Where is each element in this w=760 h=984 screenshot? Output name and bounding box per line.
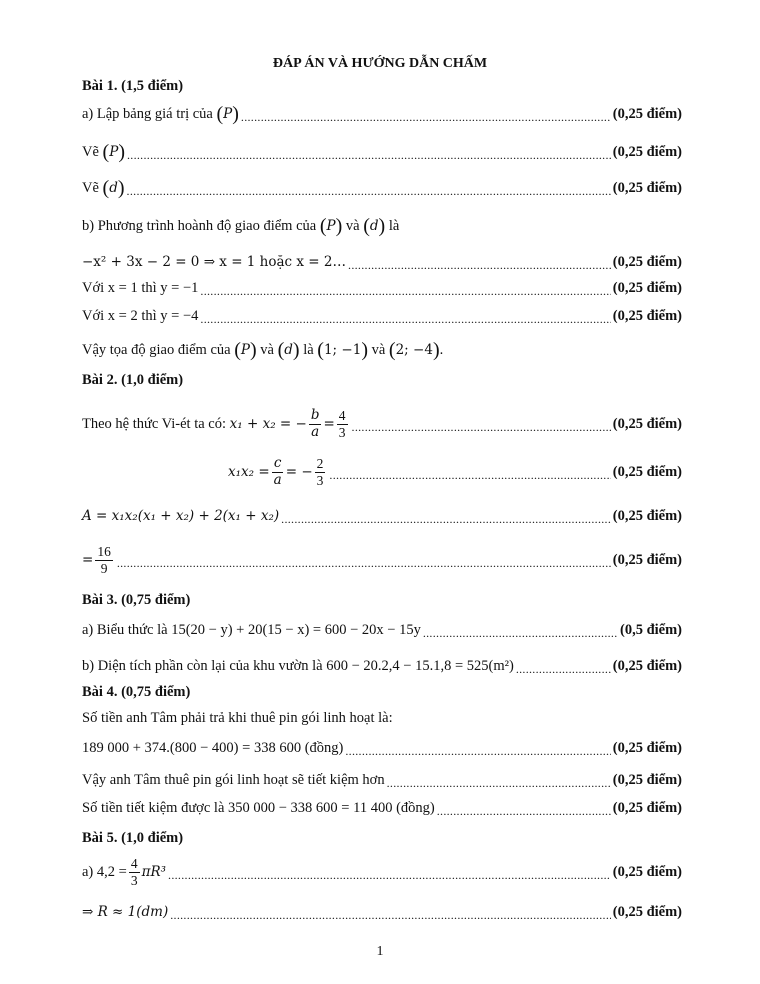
bai4-line2 — [82, 736, 682, 760]
bai5-b-points: (0,25 điểm) — [612, 903, 682, 920]
frac-num: c — [273, 454, 282, 471]
bai3-b-points: (0,25 điểm) — [612, 657, 682, 674]
bai3-a-points: (0,5 điểm) — [619, 621, 682, 638]
bai4-header: Bài 4. (0,75 điểm) — [82, 684, 191, 700]
leader-dots — [200, 283, 610, 297]
bai3-a-text: a) Biểu thức là 15(20 − y) + 20(15 − x) = 600 − 20x − 15y — [82, 621, 421, 638]
bai4-line3-points: (0,25 điểm) — [612, 771, 682, 788]
bai2-sum-lhs: x₁ + x₂ = − — [229, 416, 307, 432]
leader-dots — [352, 419, 611, 433]
bai2-sum-points: (0,25 điểm) — [612, 415, 682, 432]
bai4-line3-text: Vậy anh Tâm thuê pin gói linh hoạt sẽ tiết kiệm hơn — [82, 771, 385, 788]
bai2-theo-text: Theo hệ thức Vi-ét ta có: — [82, 415, 227, 432]
bai5-a-prefix: a) 4,2 = — [82, 863, 127, 880]
frac-den: 3 — [316, 472, 324, 488]
bai3-b-line — [82, 654, 682, 678]
bai4-line2-points: (0,25 điểm) — [612, 739, 682, 756]
bai4-line1-text: Số tiền anh Tâm phải trả khi thuê pin gói linh hoạt là: — [82, 709, 393, 726]
leader-dots — [348, 257, 611, 271]
leader-dots — [170, 907, 611, 921]
leader-dots — [241, 109, 611, 123]
bai3-a-line — [82, 618, 682, 642]
bai1-eq-line — [82, 250, 682, 274]
fraction-16-9 — [95, 544, 113, 576]
bai1-vay-la: là — [303, 341, 314, 358]
bai2-result-line — [82, 543, 682, 576]
bai1-a-line: a) Lập bảng giá trị của ( P ) ..... (0,25 điểm) — [82, 102, 682, 126]
bai1-b-la: là — [388, 217, 400, 234]
fraction-b-a — [309, 408, 322, 440]
fraction-4-3 — [337, 408, 348, 440]
bai1-voi1-points: (0,25 điểm) — [612, 279, 682, 296]
frac-num: b — [310, 406, 320, 423]
bai1-b-line: b) Phương trình hoành độ giao điểm của ( P ) và ( d ) là — [82, 215, 400, 237]
frac-num: 4 — [130, 855, 138, 871]
bai2-prod-lhs: x₁x₂ = — [228, 464, 270, 480]
bai1-b-P: P — [326, 218, 336, 234]
frac-num: 16 — [97, 543, 111, 559]
bai2-result-points: (0,25 điểm) — [612, 551, 682, 568]
bai1-a-text: a) Lập bảng giá trị của — [82, 105, 213, 122]
bai5-line2: ⇒ R ≈ 1(dm) — [82, 904, 169, 920]
bai5-a-line — [82, 855, 682, 888]
bai1-ve-P: P — [109, 144, 119, 160]
bai5-a-points: (0,25 điểm) — [612, 863, 682, 880]
page-number: 1 — [376, 944, 384, 959]
bai1-ve-d-points: (0,25 điểm) — [612, 179, 682, 196]
bai2-A-points: (0,25 điểm) — [612, 507, 682, 524]
bai2-header: Bài 2. (1,0 điểm) — [82, 372, 184, 388]
bai1-vay-d: d — [284, 342, 293, 358]
bai2-prod-points: (0,25 điểm) — [612, 463, 682, 480]
bai1-b-text: b) Phương trình hoành độ giao điểm của — [82, 217, 317, 234]
frac-num: 2 — [316, 455, 324, 471]
bai2-neg: = − — [285, 464, 313, 480]
bai1-a-points: (0,25 điểm) — [612, 105, 682, 122]
bai5-header: Bài 5. (1,0 điểm) — [82, 830, 184, 846]
bai1-point1: 1; −1 — [323, 342, 362, 358]
document-title: ĐÁP ÁN VÀ HƯỚNG DẪN CHẤM — [272, 56, 488, 71]
frac-den: a — [311, 423, 320, 440]
frac-den: 9 — [100, 560, 108, 576]
leader-dots — [437, 803, 611, 817]
bai2-eq-sign: = — [82, 552, 94, 568]
leader-dots — [516, 661, 611, 675]
bai5-a-suffix: πR³ — [141, 864, 167, 880]
bai1-voi2-line — [82, 304, 682, 328]
bai1-point2: 2; −4 — [395, 342, 433, 358]
bai1-vay-line: Vậy tọa độ giao điểm của ( P ) và ( d ) là ( 1; −1 ) và ( 2; −4 ) . — [82, 339, 444, 361]
leader-dots — [345, 743, 610, 757]
bai1-vay-va-2: và — [371, 341, 386, 358]
bai2-A-line — [82, 504, 682, 528]
bai1-equation: −x² + 3x − 2 = 0 ⇒ x = 1 hoặc x = 2… — [82, 254, 347, 270]
leader-dots — [127, 183, 611, 197]
fraction-c-a — [272, 456, 284, 488]
bai4-line4-points: (0,25 điểm) — [612, 799, 682, 816]
bai1-ve-label-2: Vẽ — [82, 179, 99, 196]
leader-dots — [281, 511, 611, 525]
bai1-voi1-line — [82, 276, 682, 300]
bai1-vay-text: Vậy tọa độ giao điểm của — [82, 341, 231, 358]
bai1-ve-P-line: Vẽ ( P ) ..... (0,25 điểm) — [82, 140, 682, 164]
bai4-line4-text: Số tiền tiết kiệm được là 350 000 − 338 600 = 11 400 (đồng) — [82, 799, 435, 816]
fraction-4-3-b5 — [129, 856, 140, 888]
frac-den: a — [273, 471, 282, 488]
bai1-voi1: Với x = 1 thì y = −1 — [82, 279, 199, 296]
bai2-prod-line — [228, 454, 682, 488]
leader-dots — [168, 867, 611, 881]
bai4-line2-text: 189 000 + 374.(800 − 400) = 338 600 (đồng) — [82, 739, 344, 756]
bai1-voi2: Với x = 2 thì y = −4 — [82, 307, 199, 324]
bai1-voi2-points: (0,25 điểm) — [612, 307, 682, 324]
bai4-line1 — [82, 706, 682, 730]
bai3-b-text: b) Diện tích phần còn lại của khu vườn là 600 − 20.2,4 − 15.1,8 = 525(m²) — [82, 657, 514, 674]
leader-dots — [329, 467, 610, 481]
bai4-line3 — [82, 768, 682, 792]
bai1-ve-d: d — [109, 180, 118, 196]
frac-den: 3 — [338, 424, 346, 440]
leader-dots — [200, 311, 610, 325]
bai2-A-expression: A = x₁x₂(x₁ + x₂) + 2(x₁ + x₂) — [82, 508, 280, 524]
bai2-sum-line: Theo hệ thức Vi-ét ta có: x₁ + x₂ = − $\frac{b}{a}$ = $\frac{4}{3}$ ..... (0,25 điểm) — [82, 412, 682, 436]
frac-num: 4 — [338, 407, 346, 423]
leader-dots — [387, 775, 611, 789]
frac-den: 3 — [130, 872, 138, 888]
leader-dots — [423, 625, 618, 639]
bai1-a-P: P — [223, 106, 233, 122]
bai1-vay-P: P — [240, 342, 250, 358]
bai1-b-d: d — [369, 218, 379, 234]
bai1-vay-va: và — [260, 341, 274, 358]
bai1-eq-points: (0,25 điểm) — [612, 253, 682, 270]
bai1-header: Bài 1. (1,5 điểm) — [82, 78, 184, 94]
bai1-ve-label: Vẽ — [82, 143, 99, 160]
bai3-header: Bài 3. (0,75 điểm) — [82, 592, 191, 608]
bai1-b-va: và — [345, 217, 360, 234]
bai1-ve-P-points: (0,25 điểm) — [612, 143, 682, 160]
bai1-ve-d-line: Vẽ ( d ) ..... (0,25 điểm) — [82, 176, 682, 200]
leader-dots — [117, 555, 611, 569]
bai4-line4 — [82, 796, 682, 820]
fraction-2-3 — [315, 456, 326, 488]
bai5-b-line — [82, 900, 682, 924]
leader-dots — [127, 147, 611, 161]
